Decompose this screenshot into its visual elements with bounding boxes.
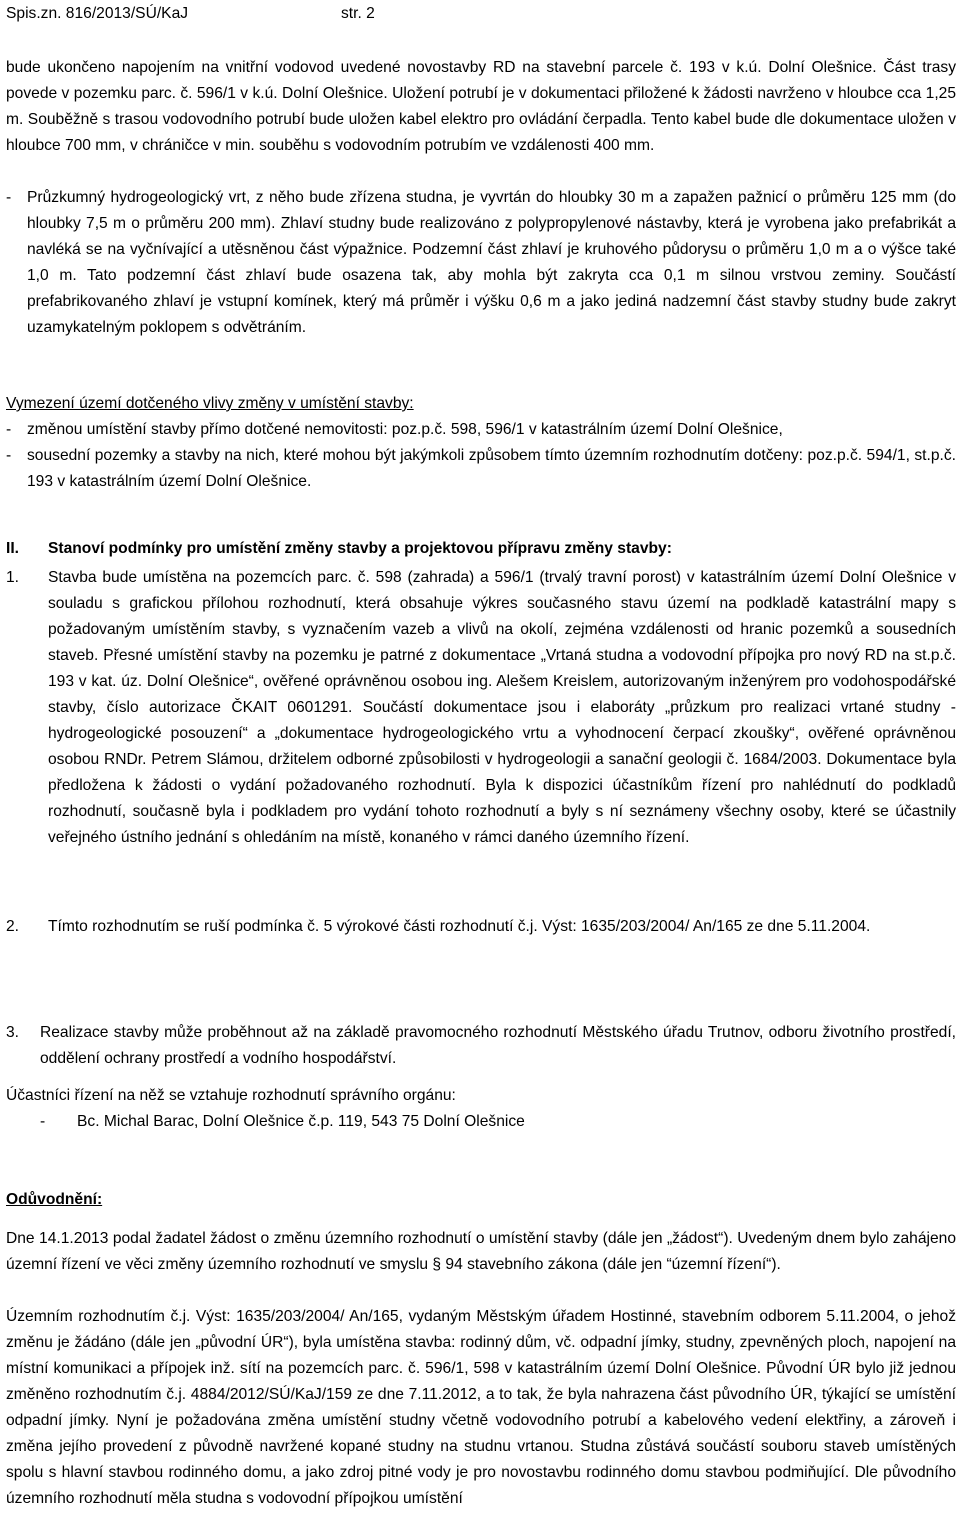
bullet-mark: -: [40, 1113, 46, 1130]
condition-number: 1.: [6, 569, 20, 586]
condition-text: Realizace stavby může proběhnout až na základě pravomocného rozhodnutí Městského úřadu Trutnov, odboru životního prostředí, oddělení ochrany prostředí a vodního hospodářství.: [40, 1024, 956, 1067]
condition-item: [6, 1020, 956, 1072]
reasoning-paragraph: Územním rozhodnutím č.j. Výst: 1635/203/2004/ An/165, vydaným Městským úřadem Hostinné, stavebním odborem 5.11.2004, o jehož změnu je žádáno (dále jen „původní ÚR“), byla umístěna stavba: rodinný dům, vč. odpadní jímky, studny, zpevněných ploch, napojení na místní komunikaci a přípojek inž. sítí na pozemcích parc. č. 596/1, 598 v katastrálním území Dolní Olešnice. Původní ÚR bylo již jednou změněno rozhodnutím č.j. 4884/2012/SÚ/KaJ/159 ze dne 7.11.2012, a to tak, že byla nahrazena část původního ÚR, týkající se umístění odpadní jímky. Nyní je požadována změna umístění studny včetně vodovodního potrubí a kabelového vedení elektřiny, a zároveň i změna jejího provedení z původně navržené kopané studny na studnu vrtanou. Studna zůstává součástí souboru staveb umístěných spolu s hlavní stavbou rodinného domu, a jako zdroj pitné vody je pro novostavbu rodinného domu stavbou podmiňující. Dle původního územního rozhodnutí měla studna s vodovodní přípojkou umístění: [6, 1308, 956, 1507]
scope-item-text: sousední pozemky a stavby na nich, které mohou být jakýmkoli způsobem tímto územním rozhodnutím dotčeny: poz.p.č. 594/1, st.p.č. 193 v katastrálním území Dolní Olešnice.: [27, 447, 956, 490]
condition-text: Stavba bude umístěna na pozemcích parc. č. 598 (zahrada) a 596/1 (trvalý travní porost) v katastrálním území Dolní Olešnice v souladu s grafickou přílohou rozhodnutí, která obsahuje výkres současného stavu území na podkladě katastrální mapy s požadovaným umístěním stavby, s vyznačením vazeb a vlivů na okolí, zejména vzdálenosti od hranic pozemků a sousedních staveb. Přesné umístění stavby na pozemku je patrné z dokumentace „Vrtaná studna a vodovodní přípojka pro nový RD na st.p.č. 193 v kat. úz. Dolní Olešnice“, ověřené oprávněnou osobou ing. Alešem Kreislem, autorizovaným inženýrem pro vodohospodářské stavby, číslo autorizace ČKAIT 0601291. Součástí dokumentace jsou i elaboráty „průzkum pro realizaci vrtané studny - hydrogeologické posouzení“ a „dokumentace hydrogeologického vrtu a vyhodnocení čerpací zkoušky“, ověřené oprávněnou osobou RNDr. Petrem Slámou, držitelem odborné způsobilosti v hydrogeologii a sanační geologii č. 1684/2003. Dokumentace byla předložena k žádosti o vydání požadovaného rozhodnutí. Byla k dispozici účastníkům řízení pro nahlédnutí do podkladů rozhodnutí, současně byla i podkladem pro vydání tohoto rozhodnutí a byly s ní seznámeny všechny osoby, které se účastnily veřejného ústního jednání s ohledáním na místě, konaného v rámci daného územního řízení.: [48, 569, 956, 846]
bullet-mark: -: [6, 447, 12, 464]
intro-bullet: [6, 185, 956, 341]
bullet-text: Průzkumný hydrogeologický vrt, z něho bude zřízena studna, je vyvrtán do hloubky 30 m a zapažen pažnicí o průměru 125 mm (do hloubky 7,5 m o průměru 200 mm). Zhlaví studny bude realizováno z polypropylenové nástavby, která je vyrobena jako prefabrikát a navléká se na vyčnívající a utěsněnou část výpažnice. Podzemní část zhlaví je kruhového půdorysu o průměru 1,0 m a o výšce také 1,0 m. Tato podzemní část zhlaví bude osazena tak, aby mohla být zakryta cca 0,1 m silnou vrstvou zeminy. Součástí prefabrikovaného zhlaví je vstupní komínek, který má průměr i výšku 0,6 m a jako jediná nadzemní část stavby studny bude zakryt uzamykatelným poklopem s odvětráním.: [27, 189, 956, 336]
scope-heading: Vymezení území dotčeného vlivy změny v umístění stavby:: [6, 395, 414, 412]
participant-item: [6, 1109, 956, 1135]
scope-item-text: změnou umístění stavby přímo dotčené nemovitosti: poz.p.č. 598, 596/1 v katastrálním území Dolní Olešnice,: [27, 421, 783, 438]
condition-item: [6, 914, 956, 940]
scope-item: [6, 417, 956, 443]
section-heading: [6, 536, 956, 562]
reasoning-paragraph: Dne 14.1.2013 podal žadatel žádost o změnu územního rozhodnutí o umístění stavby (dále jen „žádost“). Uvedeným dnem bylo zahájeno územní řízení ve věci změny územního rozhodnutí ve smyslu § 94 stavebního zákona (dále jen “územní řízení“).: [6, 1230, 956, 1273]
condition-number: 2.: [6, 918, 20, 935]
bullet-mark: -: [6, 189, 12, 206]
condition-item: [6, 565, 956, 851]
participant-text: Bc. Michal Barac, Dolní Olešnice č.p. 119, 543 75 Dolní Olešnice: [77, 1113, 525, 1130]
bullet-mark: -: [6, 421, 12, 438]
page-number: str. 2: [341, 5, 375, 22]
intro-paragraph: bude ukončeno napojením na vnitřní vodovod uvedené novostavby RD na stavební parcele č. 193 v k.ú. Dolní Olešnice. Část trasy povede v pozemku parc. č. 596/1 v k.ú. Dolní Olešnice. Uložení potrubí je v dokumentaci přiložené k žádosti navrženo v hloubce cca 1,25 m. Souběžně s trasou vodovodního potrubí bude uložen kabel elektro pro ovládání čerpadla. Tento kabel bude dle dokumentace uložen v hloubce 700 mm, v chráničce v min. souběhu s vodovodním potrubím ve vzdálenosti 400 mm.: [6, 59, 956, 154]
reasoning-heading: Odůvodnění:: [6, 1191, 103, 1208]
section-number: II.: [6, 540, 19, 557]
file-reference: Spis.zn. 816/2013/SÚ/KaJ: [6, 5, 189, 22]
condition-text: Tímto rozhodnutím se ruší podmínka č. 5 výrokové části rozhodnutí č.j. Výst: 1635/203/2004/ An/165 ze dne 5.11.2004.: [48, 918, 871, 935]
scope-item: [6, 443, 956, 495]
participants-heading: Účastníci řízení na něž se vztahuje rozhodnutí správního orgánu:: [6, 1087, 456, 1104]
section-title: Stanoví podmínky pro umístění změny stavby a projektovou přípravu změny stavby:: [48, 540, 672, 557]
condition-number: 3.: [6, 1024, 20, 1041]
